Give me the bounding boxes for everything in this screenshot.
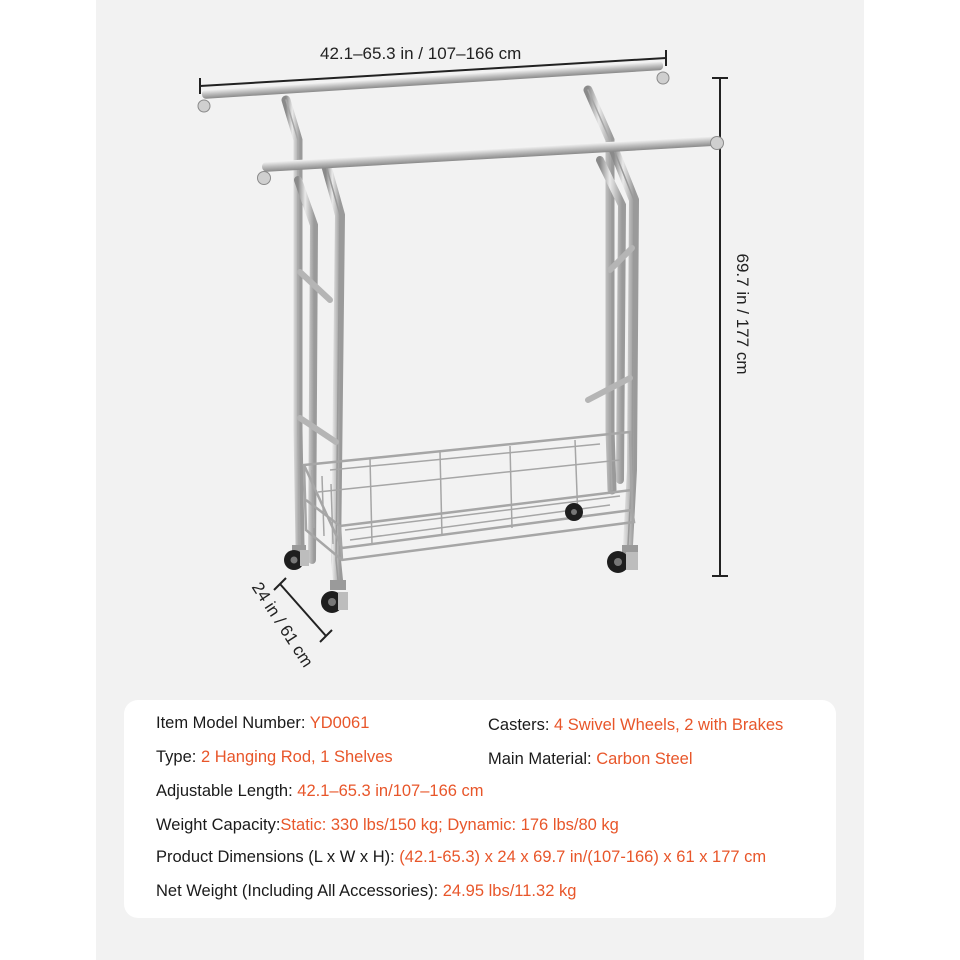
spec-value: (42.1-65.3) x 24 x 69.7 in/(107-166) x 61 x 177 cm	[399, 848, 767, 866]
spec-product-dimensions	[156, 848, 766, 867]
spec-weight-capacity	[156, 816, 619, 835]
spec-value: YD0061	[309, 714, 370, 732]
depth-dimension-label: 24 in / 61 cm	[247, 578, 317, 671]
spec-model-number	[156, 714, 369, 733]
spec-value: 24.95 lbs/11.32 kg	[442, 882, 577, 900]
spec-value: 42.1–65.3 in/107–166 cm	[297, 782, 484, 800]
height-dimension-label: 69.7 in / 177 cm	[733, 253, 752, 375]
caster-front-left	[321, 580, 348, 613]
spec-label: Type:	[156, 748, 201, 766]
spec-label: Main Material:	[488, 750, 597, 768]
caster-front-right	[607, 545, 638, 573]
spec-value: Carbon Steel	[596, 750, 693, 768]
spec-casters	[488, 716, 783, 735]
specifications-card	[124, 700, 836, 918]
spec-value: Static: 330 lbs/150 kg; Dynamic: 176 lbs/80 kg	[280, 816, 619, 834]
spec-value: 4 Swivel Wheels, 2 with Brakes	[554, 716, 784, 734]
spec-type	[156, 748, 393, 767]
spec-label: Casters:	[488, 716, 555, 734]
spec-net-weight	[156, 882, 576, 901]
spec-label: Adjustable Length:	[156, 782, 298, 800]
spec-label: Net Weight (Including All Accessories):	[156, 882, 443, 900]
caster-back-left	[284, 545, 309, 570]
spec-value: 2 Hanging Rod, 1 Shelves	[200, 748, 393, 766]
spec-label: Product Dimensions (L x W x H):	[156, 848, 400, 866]
spec-label: Item Model Number:	[156, 714, 310, 732]
caster-back-right	[565, 503, 583, 521]
spec-adjustable-length	[156, 782, 484, 801]
spec-main-material	[488, 750, 693, 769]
height-dimension-line	[712, 78, 728, 576]
spec-label: Weight Capacity:	[156, 816, 281, 834]
wire-basket-shelf	[304, 432, 634, 560]
width-dimension-label: 42.1–65.3 in / 107–166 cm	[320, 44, 522, 63]
